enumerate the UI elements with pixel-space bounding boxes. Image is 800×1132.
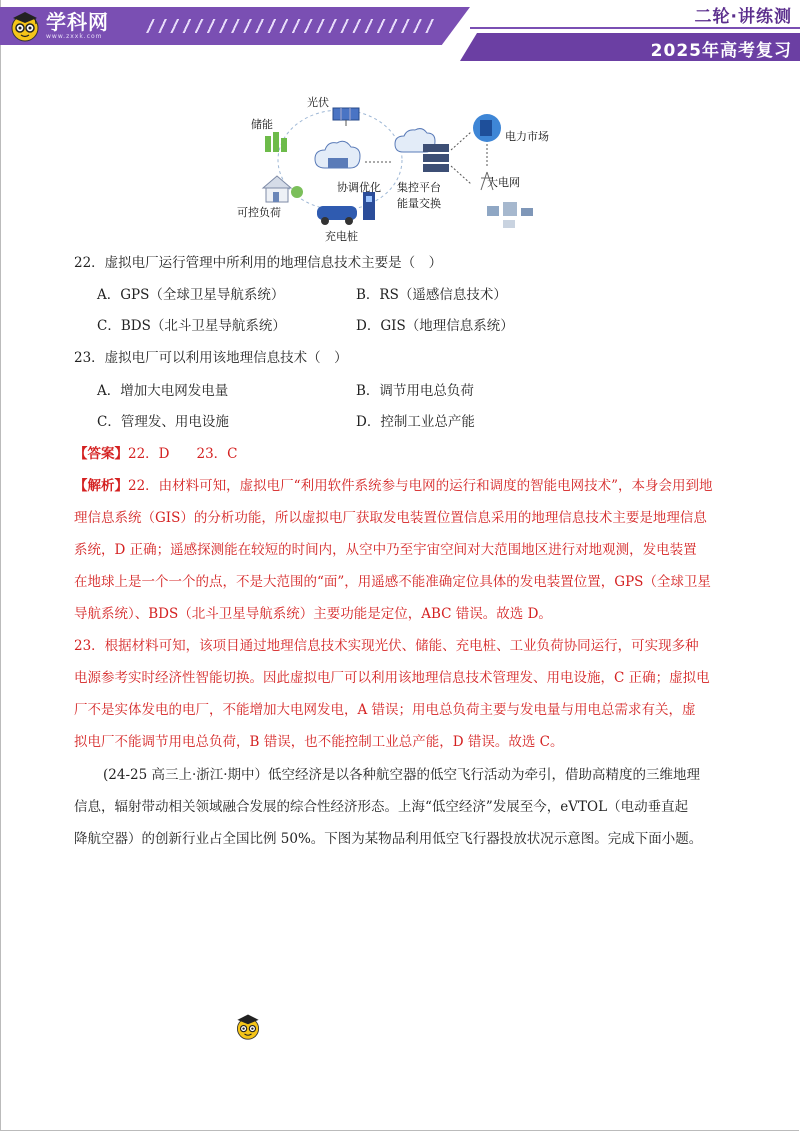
q22-option-d: D．GIS（地理信息系统） xyxy=(356,318,514,334)
analysis-text-1: 22．由材料可知，虚拟电厂“利用软件系统参与电网的运行和调度的智能电网技术”，本身会用到地 xyxy=(128,478,713,494)
q22-option-b: B．RS（遥感信息技术） xyxy=(356,287,507,303)
label-storage: 储能 xyxy=(251,118,273,131)
analysis-line-7: 电源参考实时经济性智能切换。因此虚拟电厂可以利用该地理信息技术管理发、用电设施，C 正确；虚拟电 xyxy=(74,670,710,686)
house-icon xyxy=(263,176,303,202)
passage-line-2: 信息，辐射带动相关领域融合发展的综合性经济形态。上海“低空经济”发展至今，eVTOL（电动垂直起 xyxy=(74,799,689,815)
label-pv: 光伏 xyxy=(307,96,329,109)
label-charging: 充电桩 xyxy=(325,230,358,243)
ev-car-icon xyxy=(317,192,375,225)
q23-option-b: B．调节用电总负荷 xyxy=(356,383,474,399)
analysis-tag: 【解析】 xyxy=(74,478,128,494)
answer-line xyxy=(74,445,238,463)
label-coord: 协调优化 xyxy=(337,181,381,194)
label-load: 可控负荷 xyxy=(237,206,281,219)
passage-line-3: 降航空器）的创新行业占全国比例 50%。下图为某物品利用低空飞行器投放状况示意图。完成下面小题。 xyxy=(74,831,703,847)
analysis-line-8: 厂不是实体发电的电厂，不能增加大电网发电，A 错误；用电总负荷主要与发电量与用电总需求有关，虚 xyxy=(74,702,696,718)
virtual-power-plant-diagram xyxy=(225,88,565,250)
electricity-market-icon xyxy=(473,114,501,142)
q22-option-c: C．BDS（北斗卫星导航系统） xyxy=(97,318,286,334)
answer-text: 22．D 23．C xyxy=(128,446,238,462)
mascot-icon xyxy=(8,9,42,43)
page-header xyxy=(0,0,800,66)
series-title: 二轮·讲练测 xyxy=(694,7,792,27)
analysis-line-1 xyxy=(74,477,712,495)
solar-panel-icon xyxy=(333,108,359,126)
label-exchange: 能量交换 xyxy=(397,197,441,210)
mascot-icon xyxy=(233,1010,263,1042)
header-decoration xyxy=(146,19,436,33)
q22-stem: 22．虚拟电厂运行管理中所利用的地理信息技术主要是（ ） xyxy=(74,255,443,271)
label-market: 电力市场 xyxy=(505,130,549,143)
analysis-line-3: 系统，D 正确；遥感探测能在较短的时间内，从空中乃至宇宙空间对大范围地区进行对地观测，发电装置 xyxy=(74,542,697,558)
analysis-line-5: 导航系统）、BDS（北斗卫星导航系统）主要功能是定位，ABC 错误。故选 D。 xyxy=(74,606,552,622)
logo xyxy=(8,9,109,43)
label-platform: 集控平台 xyxy=(397,181,441,194)
label-grid: 大电网 xyxy=(487,176,520,189)
analysis-line-6: 23．根据材料可知，该项目通过地理信息技术实现光伏、储能、充电桩、工业负荷协同运行，可实现多种 xyxy=(74,638,699,654)
q23-stem: 23．虚拟电厂可以利用该地理信息技术（ ） xyxy=(74,350,348,366)
passage-line-1: (24-25 高三上·浙江·期中）低空经济是以各种航空器的低空飞行活动为牵引，借助高精度的三维地理 xyxy=(103,767,701,783)
header-subtitle: 2025年高考复习 xyxy=(650,41,792,61)
q23-option-c: C．管理发、用电设施 xyxy=(97,414,229,430)
q23-option-d: D．控制工业总产能 xyxy=(356,414,475,430)
battery-storage-icon xyxy=(265,132,287,152)
server-platform-icon xyxy=(395,129,449,172)
cloud-left-icon xyxy=(315,141,360,168)
analysis-line-9: 拟电厂不能调节用电总负荷，B 错误，也不能控制工业总产能，D 错误。故选 C。 xyxy=(74,734,564,750)
logo-title: 学科网 xyxy=(46,10,109,34)
analysis-line-4: 在地球上是一个一个的点，不是大范围的“面”，用遥感不能准确定位具体的发电装置位置，GPS（全球卫星 xyxy=(74,574,711,590)
answer-tag: 【答案】 xyxy=(74,446,128,462)
analysis-line-2: 理信息系统（GIS）的分析功能，所以虚拟电厂获取发电装置位置信息采用的地理信息技术主要是地理信息 xyxy=(74,510,707,526)
diagram-graphics xyxy=(225,88,565,250)
industry-icon xyxy=(487,202,533,228)
header-divider xyxy=(470,27,800,29)
q22-option-a: A．GPS（全球卫星导航系统） xyxy=(97,287,285,303)
q23-option-a: A．增加大电网发电量 xyxy=(97,383,229,399)
logo-url: www.zxxk.com xyxy=(46,33,103,40)
